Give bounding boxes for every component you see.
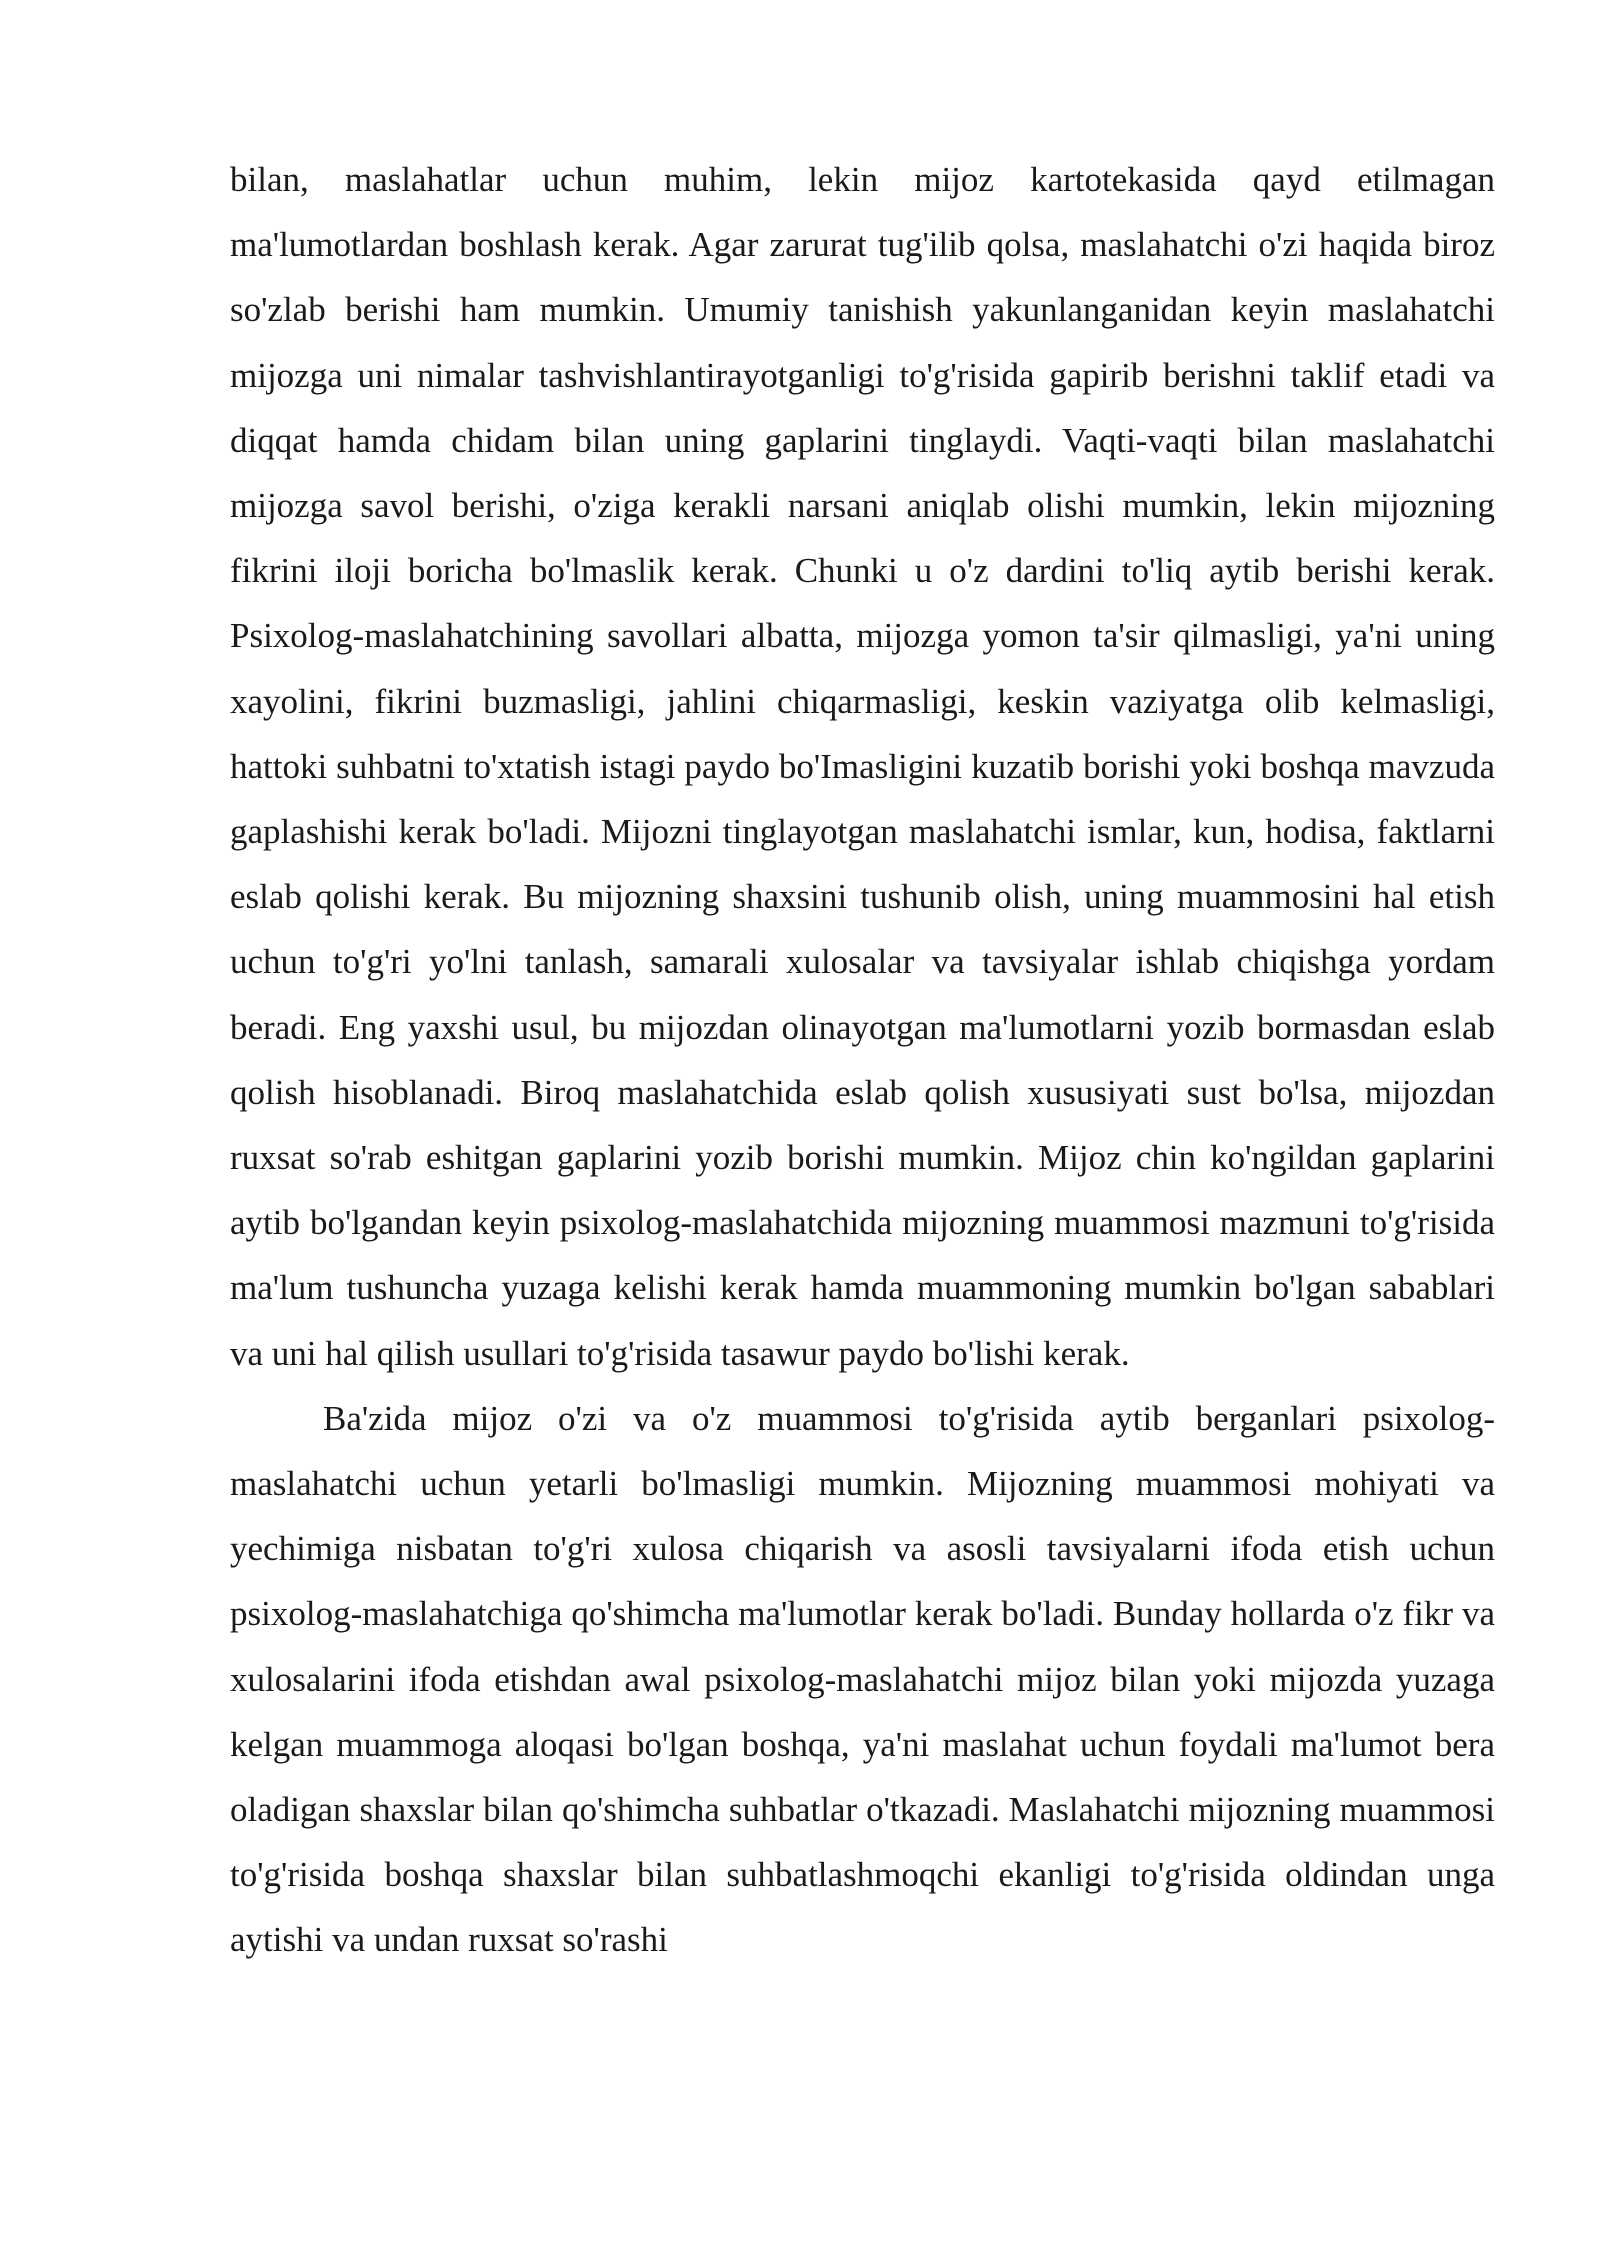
paragraph-1: bilan, maslahatlar uchun muhim, lekin mijoz kartotekasida qayd etilmagan ma'lumotlardan boshlash kerak. Agar zarurat tug'ilib qolsa, maslahatchi o'zi haqida biroz so'zlab berishi ham mumkin. Umumiy tanishish yakunlanganidan keyin maslahatchi mijozga uni nimalar tashvishlantirayotganligi to'g'risida gapirib berishni taklif etadi va diqqat hamda chidam bilan uning gaplarini tinglaydi. Vaqti-vaqti bilan maslahatchi mijozga savol berishi, o'ziga kerakli narsani aniqlab olishi mumkin, lekin mijozning fikrini iloji boricha bo'lmaslik kerak. Chunki u o'z dardini to'liq aytib berishi kerak. Psixolog-maslahatchining savollari albatta, mijozga yomon ta'sir qilmasligi, ya'ni uning xayolini, fikrini buzmasligi, jahlini chiqarmasligi, keskin vaziyatga olib kelmasligi, hattoki suhbatni to'xtatish istagi paydo bo'Imasligini kuzatib borishi yoki boshqa mavzuda gaplashishi kerak bo'ladi. Mijozni tinglayotgan maslahatchi ismlar, kun, hodisa, faktlarni eslab qolishi kerak. Bu mijozning shaxsini tushunib olish, uning muammosini hal etish uchun to'g'ri yo'lni tanlash, samarali xulosalar va tavsiyalar ishlab chiqishga yordam beradi. Eng yaxshi usul, bu mijozdan olinayotgan ma'lumotlarni yozib bormasdan eslab qolish hisoblanadi. Biroq maslahatchida eslab qolish xususiyati sust bo'lsa, mijozdan ruxsat so'rab eshitgan gaplarini yozib borishi mumkin. Mijoz chin ko'ngildan gaplarini aytib bo'lgandan keyin psixolog-maslahatchida mijozning muammosi mazmuni to'g'risida ma'lum tushuncha yuzaga kelishi kerak hamda muammoning mumkin bo'lgan sabablari va uni hal qilish usullari to'g'risida tasawur paydo bo'lishi kerak. bbox=[230, 160, 1495, 1373]
body-text bbox=[230, 147, 1495, 1973]
paragraph-2: Ba'zida mijoz o'zi va o'z muammosi to'g'risida aytib berganlari psixolog-maslahatchi uchun yetarli bo'lmasligi mumkin. Mijozning muammosi mohiyati va yechimiga nisbatan to'g'ri xulosa chiqarish va asosli tavsiyalarni ifoda etish uchun psixolog-maslahatchiga qo'shimcha ma'lumotlar kerak bo'ladi. Bunday hollarda o'z fikr va xulosalarini ifoda etishdan awal psixolog-maslahatchi mijoz bilan yoki mijozda yuzaga kelgan muammoga aloqasi bo'lgan boshqa, ya'ni maslahat uchun foydali ma'lumot bera oladigan shaxslar bilan qo'shimcha suhbatlar o'tkazadi. Maslahatchi mijozning muammosi to'g'risida boshqa shaxslar bilan suhbatlashmoqchi ekanligi to'g'risida oldindan unga aytishi va undan ruxsat so'rashi bbox=[230, 1398, 1495, 1960]
